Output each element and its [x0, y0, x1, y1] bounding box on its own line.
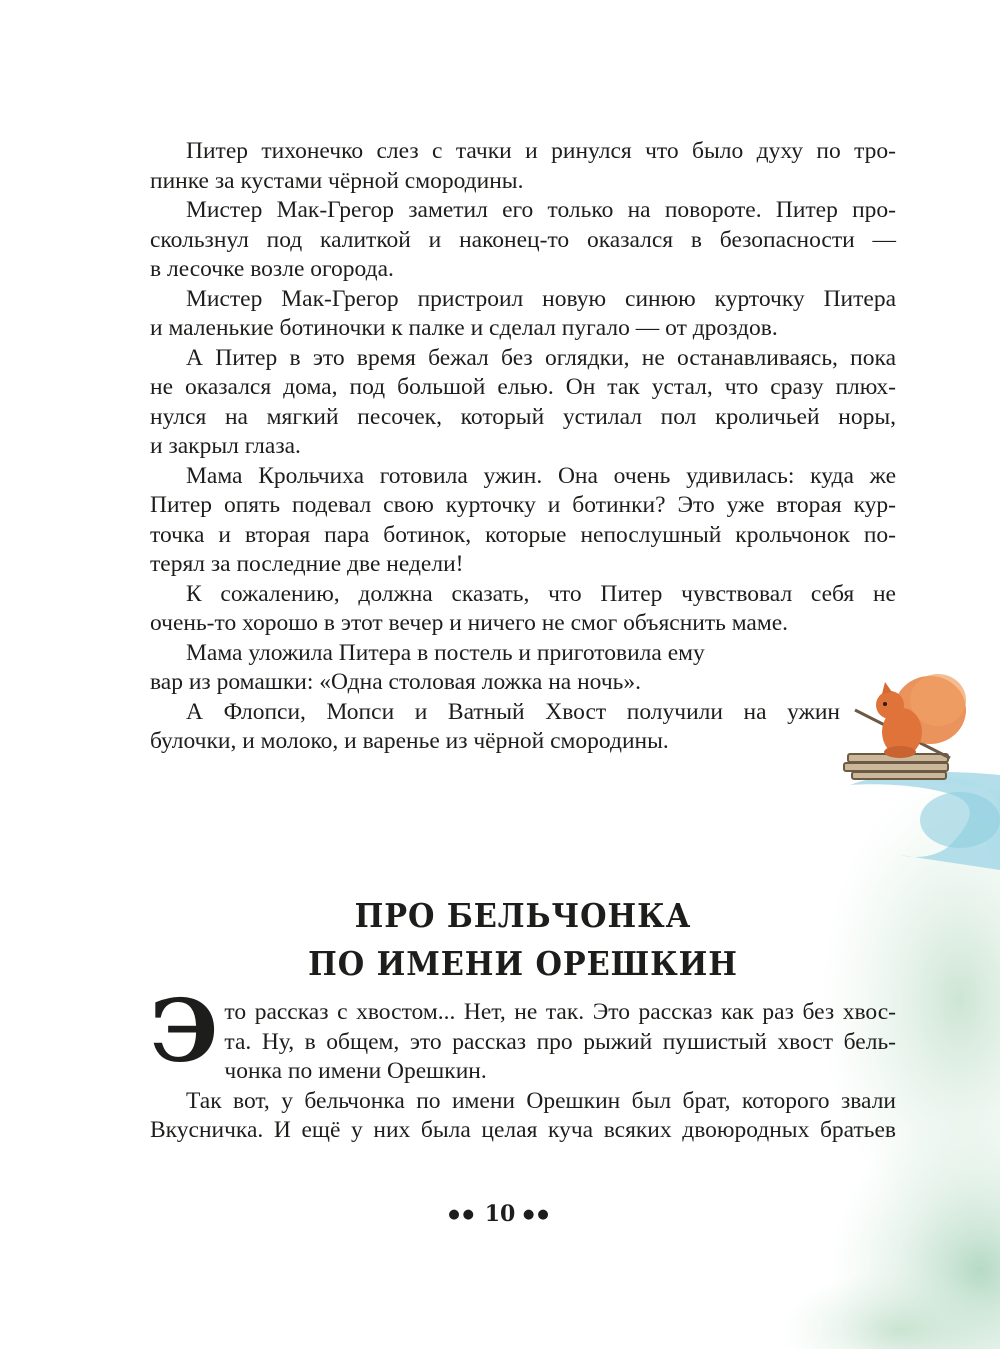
page-number-footer	[400, 1197, 600, 1232]
text-line: в лесочке возле огорода.	[150, 256, 394, 282]
paragraph	[150, 981, 896, 1087]
text-line: К сожалению, должна сказать, что Питер чувствовал себя не	[186, 580, 896, 607]
text-line: Мама уложила Питера в постель и приготовила ему	[186, 639, 705, 666]
text-line: булочки, и молоко, и варенье из чёрной смородины.	[150, 728, 669, 754]
text-line: А Флопси, Мопси и Ватный Хвост получили на ужин	[186, 698, 840, 725]
text-line: вар из ромашки: «Одна столовая ложка на ночь».	[150, 669, 641, 695]
text-line: пинке за кустами чёрной смородины.	[150, 167, 524, 194]
text-line: чонка по имени Орешкин.	[224, 1058, 487, 1084]
story-title	[180, 892, 866, 988]
paragraph	[150, 580, 896, 639]
paragraph	[150, 1087, 896, 1146]
text-line: и маленькие ботиночки к палке и сделал пугало — от дроздов.	[150, 315, 778, 341]
chapter-ending-text	[150, 137, 896, 757]
story-opening-text	[150, 981, 896, 1146]
text-line: очень-то хорошо в этот вечер и ничего не смог объяснить маме.	[150, 610, 789, 636]
text-line: Питер тихонечко слез с тачки и ринулся что было духу по тро-	[186, 138, 896, 164]
story-title-line: ПРО БЕЛЬЧОНКА	[354, 896, 692, 935]
paragraph	[150, 462, 896, 580]
text-line: А Питер в это время бежал без оглядки, не останавливаясь, пока	[186, 344, 896, 371]
text-line: скользнул под калиткой и наконец-то оказался в безопасности —	[150, 226, 896, 253]
text-line: не оказался дома, под большой елью. Он так устал, что сразу плюх-	[150, 374, 896, 400]
text-line: Мистер Мак-Грегор заметил его только на повороте. Питер про-	[186, 197, 896, 223]
text-line: то рассказ с хвостом... Нет, не так. Это рассказ как раз без хвос-	[224, 999, 896, 1025]
text-line: та. Ну, в общем, это рассказ про рыжий пушистый хвост бель-	[224, 1028, 896, 1055]
text-line: нулся на мягкий песочек, который устилал пол кроличьей норы,	[150, 403, 896, 430]
text-line: Вкусничка. И ещё у них была целая куча всяких двоюродных братьев	[150, 1117, 896, 1143]
ornament-dots-icon: ●●	[448, 1207, 478, 1222]
page-number: 10	[484, 1201, 516, 1227]
drop-cap: Э	[150, 981, 219, 1082]
text-line: терял за последние две недели!	[150, 551, 464, 577]
text-line: точка и вторая пара ботинок, которые непослушный крольчонок по-	[150, 521, 896, 548]
story-title-line: ПО ИМЕНИ ОРЕШКИН	[308, 944, 738, 983]
paragraph	[150, 196, 896, 285]
paragraph	[150, 344, 896, 462]
text-line: Мистер Мак-Грегор пристроил новую синюю курточку Питера	[186, 285, 896, 312]
text-line: Мама Крольчиха готовила ужин. Она очень удивилась: куда же	[186, 462, 896, 489]
paragraph	[150, 137, 896, 196]
text-line: Питер опять подевал свою курточку и ботинки? Это уже вторая кур-	[150, 492, 896, 518]
paragraph	[150, 285, 896, 344]
text-line: и закрыл глаза.	[150, 433, 301, 459]
paragraph	[150, 639, 790, 698]
ornament-dots-icon: ●●	[522, 1207, 552, 1222]
paragraph	[150, 698, 840, 757]
text-line: Так вот, у бельчонка по имени Орешкин был брат, которого звали	[186, 1087, 896, 1114]
